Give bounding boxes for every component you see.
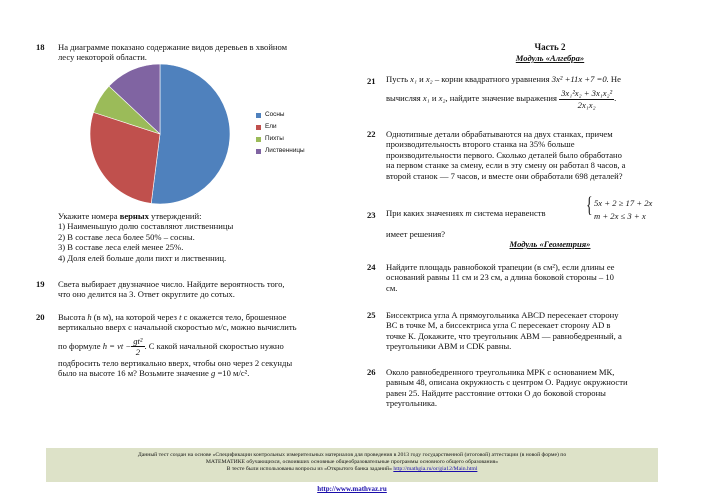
q20-text-part: =10 м/с². bbox=[215, 368, 250, 379]
q19-text bbox=[58, 279, 285, 300]
question-number-21: 21 bbox=[367, 76, 376, 86]
module-algebra-title: Модуль «Алгебра» bbox=[515, 53, 585, 63]
q20-text-part: (в м), на которой через bbox=[91, 312, 180, 322]
q21-text-part: вычисляя bbox=[386, 93, 423, 104]
question-number-19: 19 bbox=[36, 279, 45, 289]
footer-line-3 bbox=[46, 466, 658, 473]
q24-line: Найдите площадь равнобокой трапеции (в см²), если длины ее bbox=[386, 262, 615, 272]
q24-line: см. bbox=[386, 282, 398, 293]
q20-text-part: с окажется тело, брошенное bbox=[181, 312, 287, 322]
q21-line-1 bbox=[386, 74, 621, 84]
question-number-18: 18 bbox=[36, 42, 45, 52]
q24-text bbox=[386, 262, 614, 293]
question-number-20: 20 bbox=[36, 312, 45, 322]
question-number-22: 22 bbox=[367, 129, 376, 139]
q21-expression-fraction bbox=[559, 88, 614, 110]
q21-text-part: Пусть bbox=[386, 74, 411, 84]
legend-swatch bbox=[256, 125, 261, 130]
chart-legend bbox=[256, 109, 305, 157]
footer-site bbox=[0, 485, 704, 494]
pie-slice-1 bbox=[151, 64, 230, 204]
q18-line: На диаграмме показано содержание видов деревьев в хвойном bbox=[58, 42, 288, 52]
q21-expression-numerator: 3x₁²x₂ + 3x₁x₂² bbox=[561, 88, 613, 99]
q20-text-part: . С какой начальной скоростью нужно bbox=[144, 340, 284, 351]
q21-line-2: вычисляя x₁ и x₂, найдите значение выражения $\frac{\text{3x₁²x₂ + 3x₁x₂²}}{\text{2x₁x₂}}$ . bbox=[386, 88, 617, 110]
q18-option: 2) В составе леса более 50% – сосны. bbox=[58, 231, 195, 242]
footer-line-2: МАТЕМАТИКЕ обучающихся, освоивших основные общеобразовательные программы основного общего образования» bbox=[205, 459, 499, 466]
q21-var-x1: x₁ bbox=[410, 74, 417, 84]
q23-line-1-content bbox=[386, 208, 546, 218]
q25-line: ВС в точке М, а биссектриса угла С пересекает сторону AD в bbox=[386, 320, 611, 331]
q23-line-1 bbox=[386, 208, 546, 218]
q18-instruction-bold: верных bbox=[119, 211, 149, 221]
q20-var-g: g bbox=[211, 368, 216, 379]
q25-line: точке К. Докажите, что треугольник АВМ — равнобедренный, а bbox=[386, 330, 622, 341]
q20-line-4: подбросить тело вертикально вверх, чтобы оно через 2 секунды bbox=[58, 357, 293, 368]
q26-line: Около равнобедренного треугольника MPK с основанием МК, bbox=[386, 367, 615, 377]
q25-line: треугольники АВМ и CDK равны. bbox=[386, 341, 512, 352]
part2-title: Часть 2 bbox=[534, 42, 566, 52]
q22-line: Однотипные детали обрабатываются на двух станках, причем bbox=[386, 129, 613, 139]
footer-bank-link[interactable]: http://mathgia.ru/or/gia12/Main.html bbox=[393, 466, 478, 473]
q23-system-inequality-1: 5x + 2 ≥ 17 + 2x bbox=[594, 198, 653, 208]
q20-var-t: t bbox=[179, 312, 182, 322]
pie-chart bbox=[80, 60, 240, 210]
legend-swatch bbox=[256, 137, 261, 142]
q21-text-part: Не bbox=[608, 74, 621, 84]
q20-formula-denominator: 2 bbox=[135, 347, 141, 358]
q18-line: лесу некоторой области. bbox=[58, 52, 147, 63]
q25-line: Биссектриса угла А прямоугольника ABCD пересекает сторону bbox=[386, 310, 619, 320]
footer-line-1: Данный тест создан на основе «Спецификации контрольных измерительных материалов для проведения в 2013 году государственной (итоговой) аттестации (в новой форме) по bbox=[137, 452, 567, 458]
q18-instruction-pre: Укажите номера bbox=[58, 211, 120, 221]
module-geometry-title: Модуль «Геометрия» bbox=[509, 239, 591, 249]
q20-line-5 bbox=[58, 368, 297, 378]
q18-option: 3) В составе леса елей менее 25%. bbox=[58, 242, 184, 253]
question-number-24: 24 bbox=[367, 262, 376, 272]
q18-instruction bbox=[58, 211, 233, 221]
q23-var-m: m bbox=[465, 208, 472, 218]
q21-text bbox=[386, 74, 621, 110]
q21-text-part: , найдите значение выражения bbox=[445, 93, 560, 104]
q20-formula-fraction bbox=[131, 336, 144, 358]
site-link[interactable]: http://www.mathvaz.ru bbox=[317, 485, 387, 493]
legend-label: Ели bbox=[265, 123, 277, 131]
q26-line: равным 48, описана окружность с центром О. Радиус окружности bbox=[386, 377, 628, 388]
q23-system bbox=[594, 197, 652, 224]
q25-text bbox=[386, 310, 622, 352]
q20-text-part: по формуле bbox=[58, 340, 103, 351]
question-number-26: 26 bbox=[367, 367, 376, 377]
legend-swatch bbox=[256, 113, 261, 118]
legend-label: Пихты bbox=[265, 135, 284, 143]
q23-text-part: система неравенств bbox=[471, 208, 546, 218]
q19-line: Света выбирает двузначное число. Найдите вероятность того, bbox=[58, 279, 285, 289]
q21-var-x2: x₂ bbox=[425, 74, 433, 84]
q26-line: треугольника. bbox=[386, 398, 437, 409]
footer-line-3-text: В тесте были использованы вопросы из «Открытого банка заданий» bbox=[226, 466, 394, 473]
q20-line-1 bbox=[58, 312, 297, 322]
q20-text bbox=[58, 312, 297, 379]
q18-instruction-post: утверждений: bbox=[148, 211, 202, 221]
footer-panel bbox=[46, 448, 658, 482]
q21-text-part: и bbox=[429, 93, 439, 104]
question-number-25: 25 bbox=[367, 310, 376, 320]
q20-line-2: вертикально вверх с начальной скоростью м/с, можно вычислить bbox=[58, 322, 297, 333]
question-number-23: 23 bbox=[367, 210, 376, 220]
q23-text-part: При каких значениях bbox=[386, 208, 466, 218]
q20-var-h: h bbox=[87, 312, 92, 322]
legend-item bbox=[256, 133, 305, 145]
q22-line: второй станок — 7 часов, и вместе они обработали 698 деталей? bbox=[386, 170, 623, 181]
q21-expression-denominator: 2x₁x₂ bbox=[577, 99, 596, 110]
legend-swatch bbox=[256, 149, 261, 154]
legend-label: Сосны bbox=[265, 111, 285, 119]
legend-item bbox=[256, 145, 305, 157]
q21-var-x2: x₂ bbox=[438, 93, 446, 104]
q20-text-part: было на высоте 16 м? Возьмите значение bbox=[58, 368, 211, 379]
q21-text-part: и bbox=[416, 74, 426, 84]
q26-text bbox=[386, 367, 628, 409]
q24-line: оснований равны 11 см и 23 см, а длина боковой стороны – 10 bbox=[386, 272, 614, 283]
legend-item bbox=[256, 109, 305, 121]
q23-system-inequality-2: m + 2x ≤ 3 + x bbox=[594, 211, 646, 222]
q23-line-2: имеет решения? bbox=[386, 229, 446, 239]
q22-line: производительности первого. Сколько деталей было обработано bbox=[386, 149, 622, 160]
q18-option: 1) Наименьшую долю составляют лиственницы bbox=[58, 221, 234, 232]
q20-line-3 bbox=[58, 336, 297, 358]
q21-equation: 3x² +11x +7 =0. bbox=[551, 74, 609, 84]
system-brace: { bbox=[586, 192, 593, 217]
q22-line: на первом станке за смену, если в эту смену он работал 8 часов, а bbox=[386, 160, 626, 171]
q18-statements bbox=[58, 211, 233, 263]
q20-formula-numerator: gt² bbox=[133, 335, 143, 346]
q22-text bbox=[386, 129, 626, 181]
q19-line: что оно делится на 3. Ответ округлите до сотых. bbox=[58, 289, 235, 300]
legend-label: Лиственницы bbox=[265, 147, 305, 155]
legend-item bbox=[256, 121, 305, 133]
q20-formula-left: h = vt − bbox=[102, 340, 132, 351]
q21-var-x1: x₁ bbox=[422, 93, 430, 104]
q21-text-part: – корни квадратного уравнения bbox=[432, 74, 552, 84]
q22-line: производительность второго станка на 35% больше bbox=[386, 139, 575, 150]
q18-option: 4) Доля елей больше доли пихт и лиственниц. bbox=[58, 252, 227, 263]
q20-text-part: Высота bbox=[58, 312, 88, 322]
q26-line: равен 25. Найдите расстояние оттоки О до боковой стороны bbox=[386, 387, 606, 398]
